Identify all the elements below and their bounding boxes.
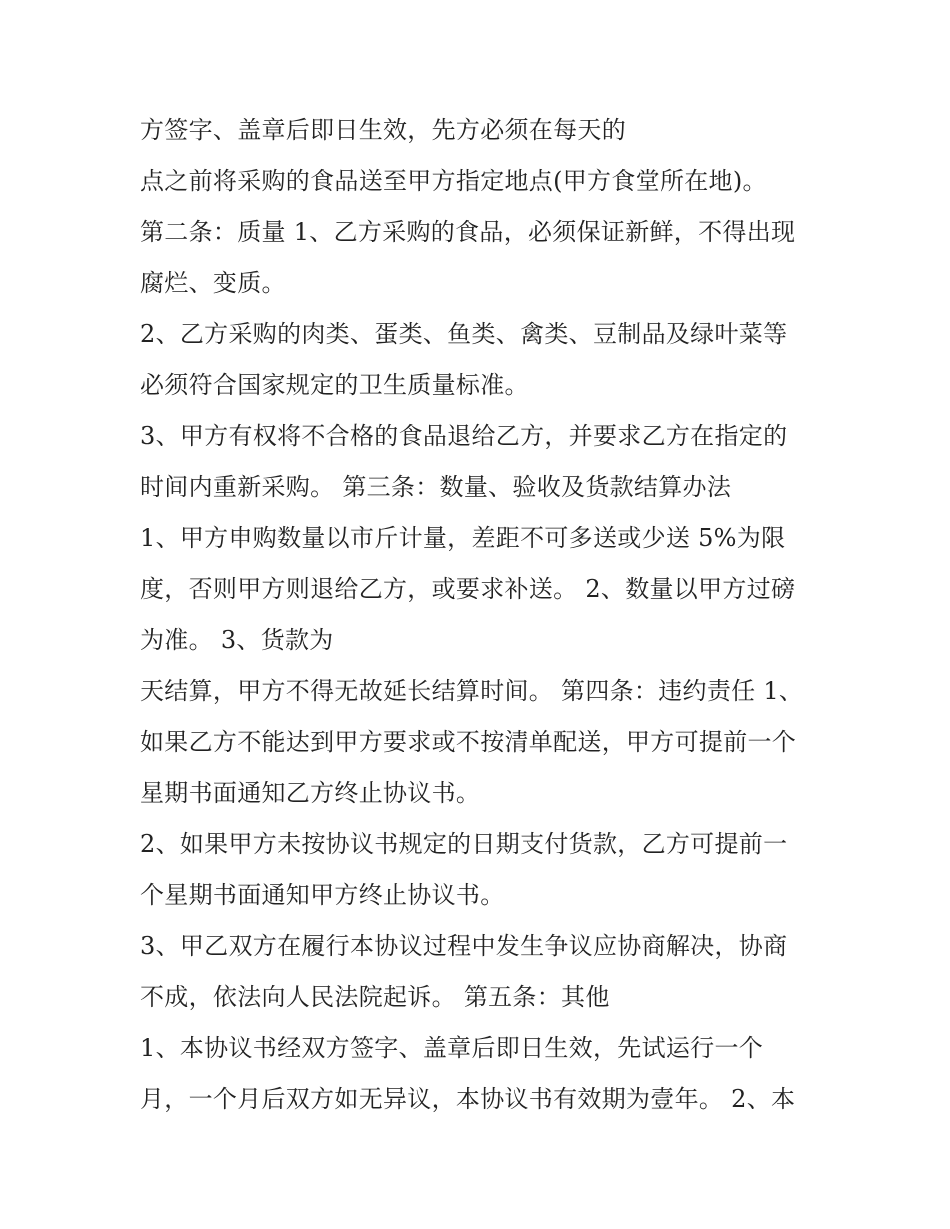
text-line: 月，一个月后双方如无异议，本协议书有效期为壹年。 2、本 xyxy=(140,1085,796,1113)
text-line: 腐烂、变质。 xyxy=(140,269,286,297)
text-line: 必须符合国家规定的卫生质量标准。 xyxy=(140,371,529,399)
text-line: 天结算，甲方不得无故延长结算时间。 第四条：违约责任 1、 xyxy=(140,677,804,705)
text-line: 如果乙方不能达到甲方要求或不按清单配送，甲方可提前一个 xyxy=(140,728,797,756)
text-line: 时间内重新采购。 第三条：数量、验收及货款结算办法 xyxy=(140,473,732,501)
text-line: 星期书面通知乙方终止协议书。 xyxy=(140,779,481,807)
text-line: 点之前将采购的食品送至甲方指定地点(甲方食堂所在地)。 xyxy=(140,167,767,195)
text-line: 第二条：质量 1、乙方采购的食品，必须保证新鲜，不得出现 xyxy=(140,218,796,246)
text-line: 为准。 3、货款为 xyxy=(140,626,334,654)
text-line: 度，否则甲方则退给乙方，或要求补送。 2、数量以甲方过磅 xyxy=(140,575,796,603)
text-line: 个星期书面通知甲方终止协议书。 xyxy=(140,881,505,909)
text-line: 方签字、盖章后即日生效，先方必须在每天的 xyxy=(140,116,626,144)
text-line: 3、甲方有权将不合格的食品退给乙方，并要求乙方在指定的 xyxy=(140,422,788,450)
text-line: 2、如果甲方未按协议书规定的日期支付货款，乙方可提前一 xyxy=(140,830,788,858)
text-line: 3、甲乙双方在履行本协议过程中发生争议应协商解决，协商 xyxy=(140,932,788,960)
text-line: 不成，依法向人民法院起诉。 第五条：其他 xyxy=(140,983,610,1011)
text-line: 2、乙方采购的肉类、蛋类、鱼类、禽类、豆制品及绿叶菜等 xyxy=(140,320,788,348)
text-line: 1、本协议书经双方签字、盖章后即日生效，先试运行一个 xyxy=(140,1034,764,1062)
text-line: 1、甲方申购数量以市斤计量，差距不可多送或少送 5%为限 xyxy=(140,524,786,552)
